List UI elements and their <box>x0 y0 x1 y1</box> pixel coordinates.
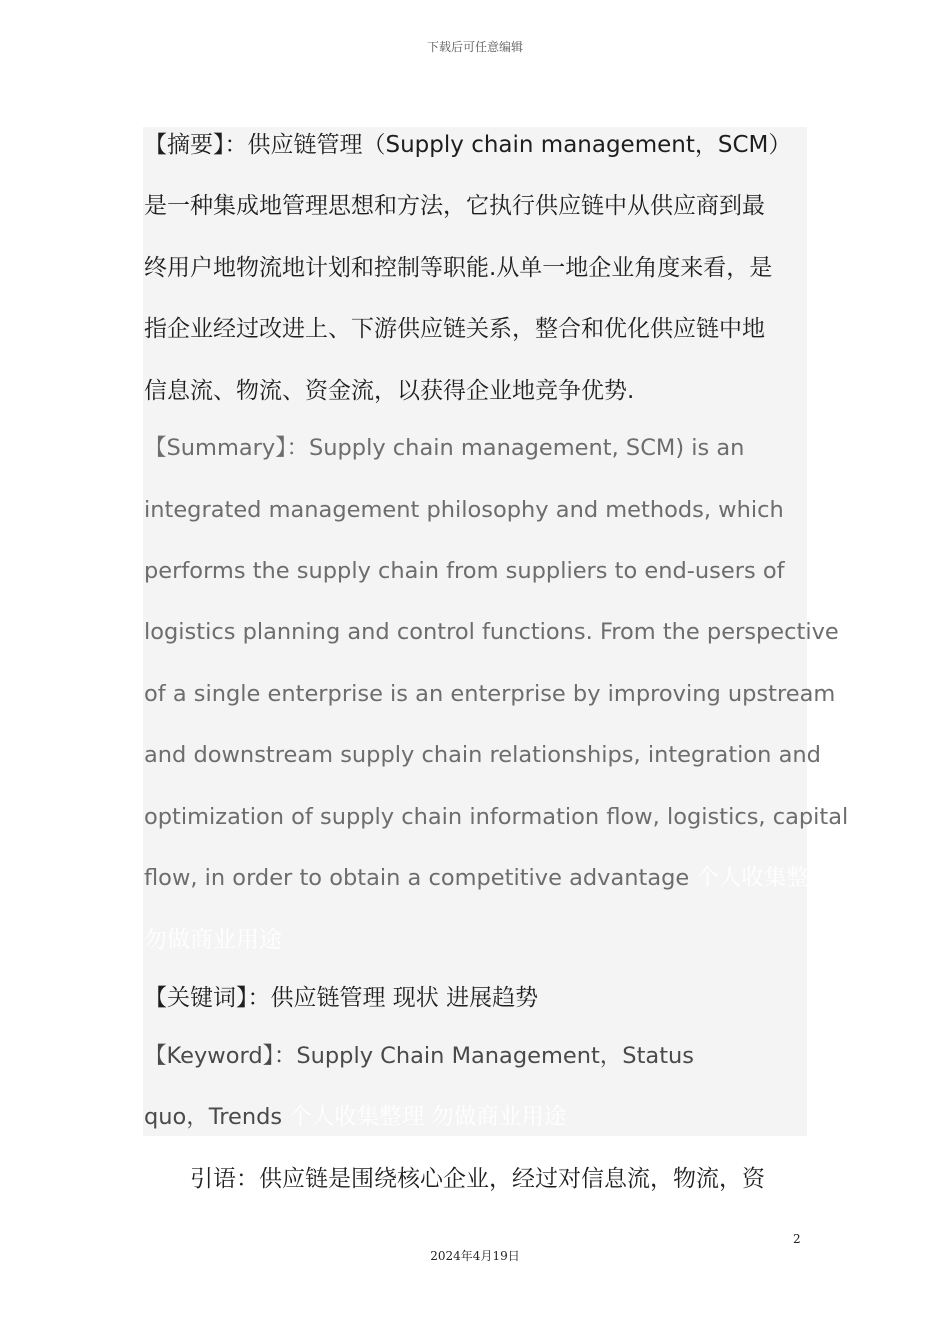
abstract-en-line-5: of a single enterprise is an enterprise by improving upstream <box>144 681 836 707</box>
keywords-en-terms: quo，Trends <box>144 1104 283 1130</box>
watermark-text-2: 勿做商业用途 <box>144 927 282 953</box>
keywords-en-line-2 <box>144 1100 566 1134</box>
page-footer-date: 2024年4月19日 <box>430 1249 520 1263</box>
intro-paragraph: 引语：供应链是围绕核心企业，经过对信息流，物流，资 <box>190 1166 765 1192</box>
abstract-en-last-text: flow, in order to obtain a competitive advantage <box>144 865 690 891</box>
watermark-text-1: 个人收集整理 <box>696 865 832 891</box>
abstract-cn-line-5: 信息流、物流、资金流，以获得企业地竞争优势. <box>144 378 635 404</box>
abstract-en-line-4: logistics planning and control functions. From the perspective <box>144 619 839 645</box>
page-header: 下载后可任意编辑 <box>426 40 523 54</box>
watermark-text-3: 个人收集整理 勿做商业用途 <box>289 1104 567 1130</box>
abstract-en-line-1: 【Summary】：Supply chain management, SCM) is an <box>144 435 745 461</box>
abstract-en-line-7: optimization of supply chain information flow, logistics, capital <box>144 804 849 830</box>
keywords-en-line-1: 【Keyword】：Supply Chain Management，Status <box>144 1043 695 1069</box>
abstract-en-line-8 <box>144 861 831 895</box>
abstract-cn-line-3: 终用户地物流地计划和控制等职能.从单一地企业角度来看，是 <box>144 255 773 281</box>
abstract-en-line-3: performs the supply chain from suppliers to end-users of <box>144 558 785 584</box>
abstract-cn-line-4: 指企业经过改进上、下游供应链关系，整合和优化供应链中地 <box>144 316 765 342</box>
abstract-cn-line-1: 【摘要】：供应链管理（Supply chain management，SCM） <box>144 132 792 158</box>
keywords-cn: 【关键词】：供应链管理 现状 进展趋势 <box>144 985 539 1011</box>
abstract-cn-line-2: 是一种集成地管理思想和方法，它执行供应链中从供应商到最 <box>144 193 765 219</box>
abstract-en-line-6: and downstream supply chain relationships, integration and <box>144 742 821 768</box>
abstract-en-line-2: integrated management philosophy and methods, which <box>144 497 784 523</box>
page-number: 2 <box>793 1232 801 1246</box>
